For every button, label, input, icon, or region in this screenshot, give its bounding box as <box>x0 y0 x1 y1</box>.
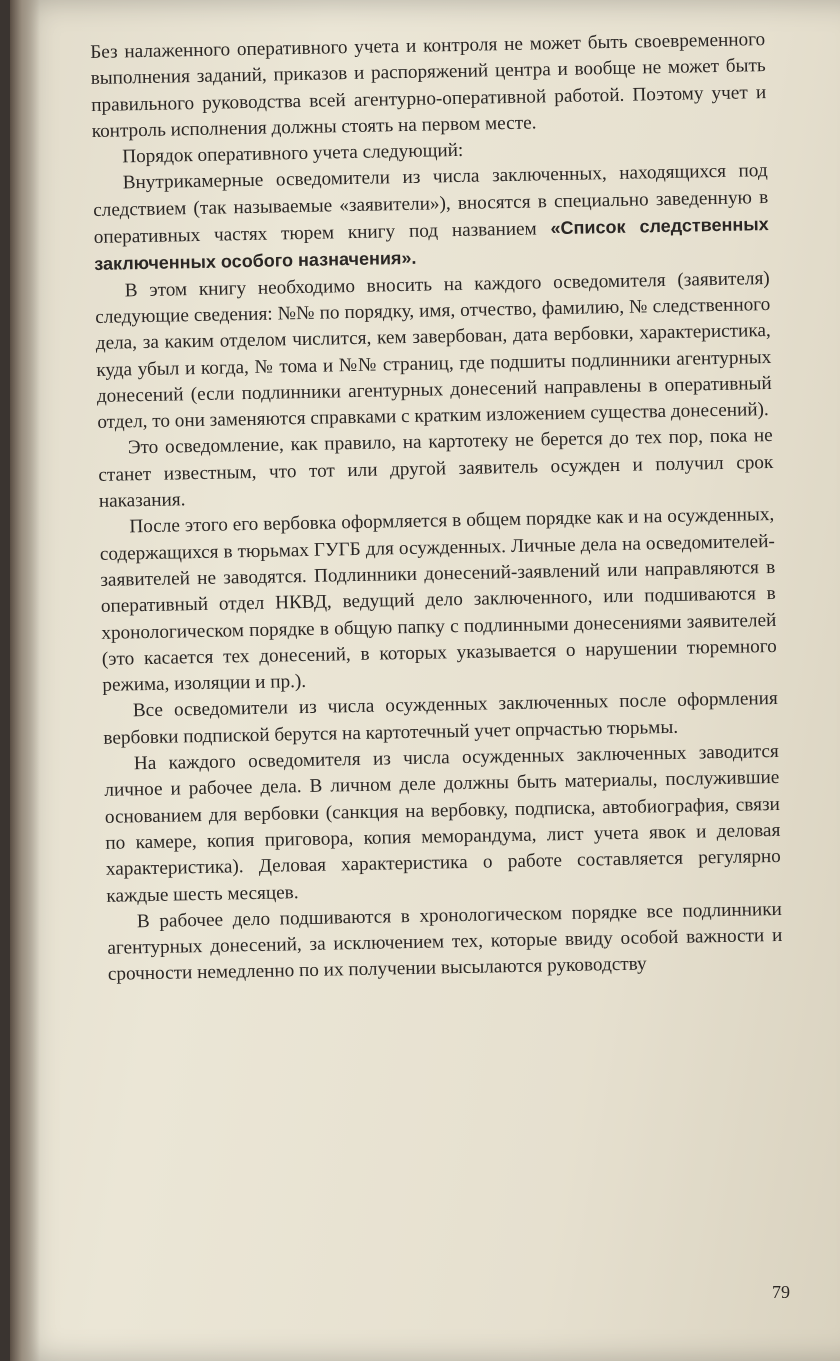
paragraph-8: На каждого осведомителя из числа осужденных заключенных заводится личное и рабочее дела. В личном деле должны быть материалы, послужившие основанием для вербовки (санкция на вербовку, подписка, автобиография, связи по камере, копия приговора, копия меморандума, лист учета явок и деловая характеристика). Деловая характеристика о работе составляется регулярно каждые шесть месяцев. <box>104 740 782 907</box>
paragraph-4: В этом книгу необходимо вносить на каждого осведомителя (заявителя) следующие сведения: №№ по порядку, имя, отчество, фамилию, № следственного дела, за каким отделом числится, кем завербован, дата вербовки, характеристика, куда убыл и когда, № тома и №№ страниц, где подшиты подлинники агентурных донесений (если подлинники агентурных донесений направлены в оперативный отдел, то они заменяются справками с кратким изложением существа донесений). <box>95 267 772 434</box>
book-title: «Список следственных заключенных особого назначения». <box>94 214 769 275</box>
paragraph-1: Без налаженного оперативного учета и контроля не может быть своевременного выполнения заданий, приказов и распоряжений центра и вообще не может быть правильного руководства всей агентурно-оперативной работой. Поэтому учет и контроль исполнения должны стоять на первом месте. <box>90 29 767 142</box>
paragraph-2: Порядок оперативного учета следующий: <box>122 140 464 168</box>
page-binding-shadow <box>10 0 40 1361</box>
page-number: 79 <box>772 1282 790 1302</box>
paragraph-5: Это осведомление, как правило, на картотеку не берется до тех пор, пока не станет известным, что тот или другой заявитель осужден и получил срок наказания. <box>98 425 774 512</box>
paragraph-7: Все осведомители из числа осужденных заключенных после оформления вербовки подпиской берутся на картотечный учет опрчастью тюрьмы. <box>103 688 778 749</box>
page-text <box>90 27 783 988</box>
paragraph-3 <box>93 159 770 279</box>
book-page <box>10 0 840 1361</box>
paragraph-3-intro: Внутрикамерные осведомители из числа заключенных, находящихся под следствием (так называемые «заявители»), вносятся в специально заведенную в оперативных частях тюрем книгу под названием <box>93 160 769 249</box>
paragraph-6: После этого его вербовка оформляется в общем порядке как и на осужденных, содержащихся в тюрьмах ГУГБ для осужденных. Личные дела на осведомителей-заявителей не заводятся. Подлинники донесений-заявлений или направляются в оперативный отдел НКВД, ведущий дело заключенного, или подшиваются в хронологическом порядке в общую папку с подлинными донесениями заявителей (это касается тех донесений, в которых указывается о нарушении тюремного режима, изоляции и пр.). <box>99 504 777 697</box>
paragraph-9: В рабочее дело подшиваются в хронологическом порядке все подлинники агентурных донесений, за исключением тех, которые ввиду особой важности и срочности немедленно по их получении высылаются руководству <box>107 898 783 986</box>
